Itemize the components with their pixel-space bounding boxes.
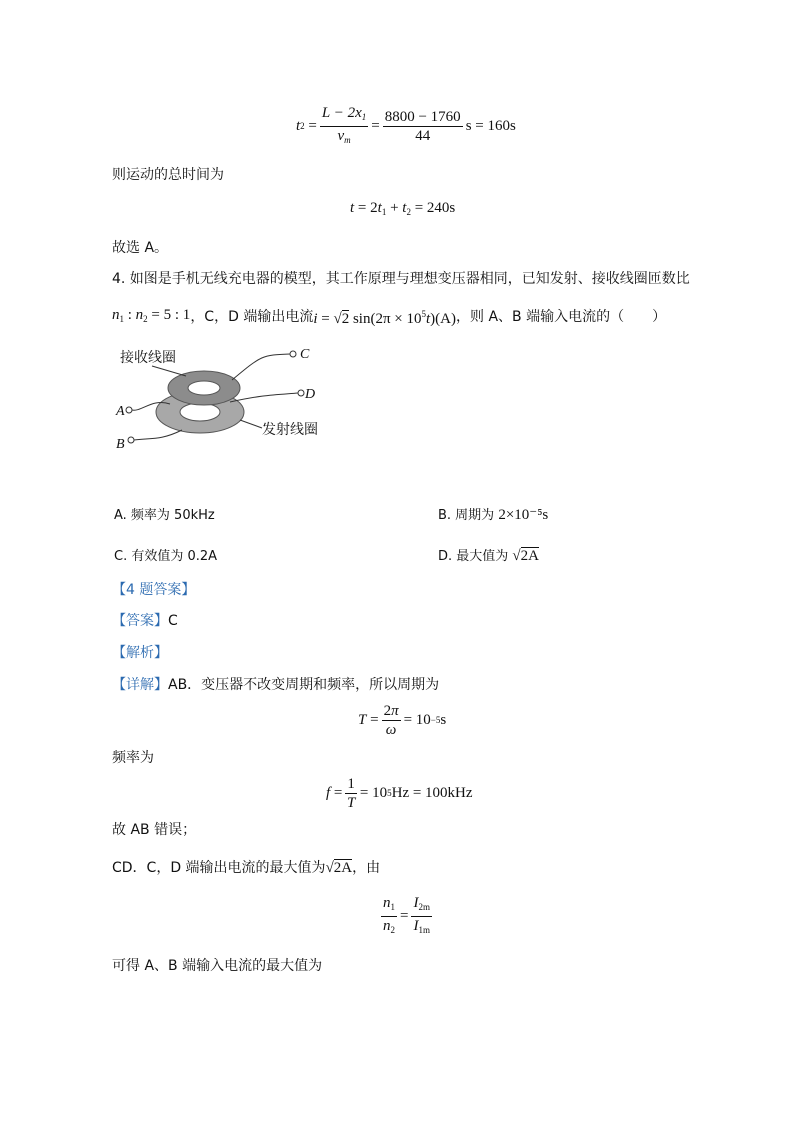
terminal-c-label: C <box>300 347 310 362</box>
question-4-stem-line2: $n_1$ : $n_2 = 5$ : 1 ，C，D 端输出电流 i = √2 $\sin(2\pi \times 10^5t)(A)$ ，则 A、B 端输入电流的（ ） <box>112 306 667 327</box>
ab-max-text: 可得 A、B 端输入电流的最大值为 <box>112 958 323 974</box>
terminal-a-label: A <box>116 404 125 419</box>
answer-section-title: 【4 题答案】 <box>112 582 196 598</box>
wireless-charger-figure <box>112 340 342 455</box>
receive-coil-label: 接收线圈 <box>120 350 176 366</box>
frequency-formula: f = $\frac{1}{T}$ = 10 5 Hz = 100kHz <box>326 775 473 811</box>
option-b[interactable]: B. 周期为 2×10⁻⁵s <box>438 507 549 523</box>
option-d[interactable]: D. 最大值为 √2A <box>438 548 539 564</box>
option-c[interactable]: C. 有效值为 0.2A <box>114 549 218 564</box>
terminal-b-label: B <box>116 437 125 452</box>
answer-line: 【答案】C <box>112 613 178 629</box>
transmit-coil-label: 发射线圈 <box>262 422 318 438</box>
analysis-label: 【解析】 <box>112 645 168 661</box>
motion-total-text: 则运动的总时间为 <box>112 167 224 183</box>
t2-formula: t 2 = $\frac{L - 2x_1}{v_m}$ = $\frac{8800 - 1760}{44}$ s = 160s <box>296 104 516 145</box>
option-a[interactable]: A. 频率为 50kHz <box>114 508 215 523</box>
total-time-formula: $t = 2t_1 + t_2 = 240s$ <box>350 200 456 217</box>
detail-line: 【详解】AB．变压器不改变周期和频率，所以周期为 <box>112 677 440 693</box>
ab-wrong-text: 故 AB 错误； <box>112 822 197 838</box>
terminal-d-label: D <box>305 387 316 402</box>
question-4-stem: 4. 如图是手机无线充电器的模型，其工作原理与理想变压器相同，已知发射、接收线圈匝数比 <box>112 271 690 287</box>
choose-a-text: 故选 A。 <box>112 240 169 256</box>
freq-label: 频率为 <box>112 750 154 766</box>
current-ratio-formula: $\frac{n_1}{n_2}$ = $\frac{I_{2m}}{I_{1m}}$ <box>383 894 430 935</box>
cd-line: CD．C，D 端输出电流的最大值为 √2A ，由 <box>112 860 381 876</box>
period-formula: T = $\frac{2\pi}{\omega}$ = 10 −5 s <box>358 702 447 738</box>
receive-coil <box>168 371 240 405</box>
